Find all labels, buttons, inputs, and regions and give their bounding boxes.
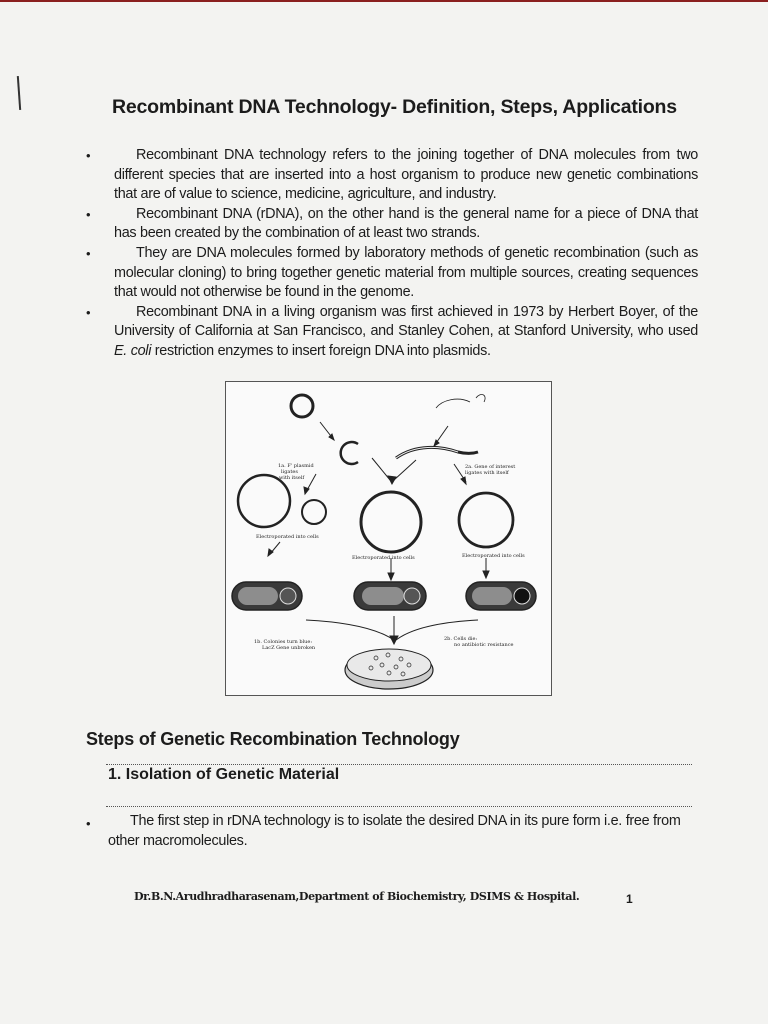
dotted-divider xyxy=(106,806,692,807)
bullet-item: • They are DNA molecules formed by laboratory methods of genetic recombination (such as molecular cloning) to bring together genetic material from multiple sources, creating sequences that would not otherwise be found in the genome. xyxy=(86,244,698,303)
pen-mark xyxy=(17,76,21,110)
bullet-item: • Recombinant DNA in a living organism was first achieved in 1973 by Herbert Boyer, of the University of California at San Francisco, and Stanley Cohen, at Stanford University, who used E. coli restriction enzymes to insert foreign DNA into plasmids. xyxy=(86,303,698,362)
ecoli-italic: E. coli xyxy=(114,342,152,359)
step-bullet-list xyxy=(86,812,698,851)
label-2a: 2a. Gene of interest ligates with itself xyxy=(465,464,516,476)
cut-plasmid xyxy=(341,442,358,464)
plasmid-circle xyxy=(291,395,313,417)
document-title: Recombinant DNA Technology- Definition, Steps, Applications xyxy=(112,96,677,118)
page-top-edge xyxy=(0,0,768,2)
bacterium-cell-middle xyxy=(354,582,426,610)
bacterium-cell-left xyxy=(232,582,302,610)
page-number: 1 xyxy=(626,892,633,906)
label-electroporated-right: Electroporated into cells xyxy=(462,553,525,559)
footer-author: Dr.B.N.Arudhradharasenam,Department of Biochemistry, DSIMS & Hospital. xyxy=(134,890,580,903)
bullet-item: • Recombinant DNA technology refers to the joining together of DNA molecules from two different species that are inserted into a host organism to produce new genetic combinations that are of value to science, medicine, agriculture, and industry. xyxy=(86,146,698,205)
recombinant-dna-diagram xyxy=(225,381,552,696)
bacterium-cell-right xyxy=(466,582,536,610)
petri-dish xyxy=(345,649,433,689)
bullet-item: • Recombinant DNA (rDNA), on the other hand is the general name for a piece of DNA that has been created by the combination of at least two strands. xyxy=(86,205,698,244)
label-1b: 1b. Colonies turn blue: LacZ Gene unbroken xyxy=(254,639,316,651)
label-1a: 1a. F' plasmid ligates with itself xyxy=(278,463,314,481)
label-2b: 2b. Cells die: no antibiotic resistance xyxy=(444,636,514,648)
label-electroporated-middle: Electroporated into cells xyxy=(352,555,415,561)
section-heading: Steps of Genetic Recombination Technology xyxy=(86,729,460,749)
bullet-item: • The first step in rDNA technology is to isolate the desired DNA in its pure form i.e. free from other macromolecules. xyxy=(86,812,698,851)
dotted-divider xyxy=(106,764,692,765)
intro-bullet-list xyxy=(86,146,698,362)
subheading: 1. Isolation of Genetic Material xyxy=(108,766,340,783)
label-electroporated-left: Electroporated into cells xyxy=(256,534,319,540)
